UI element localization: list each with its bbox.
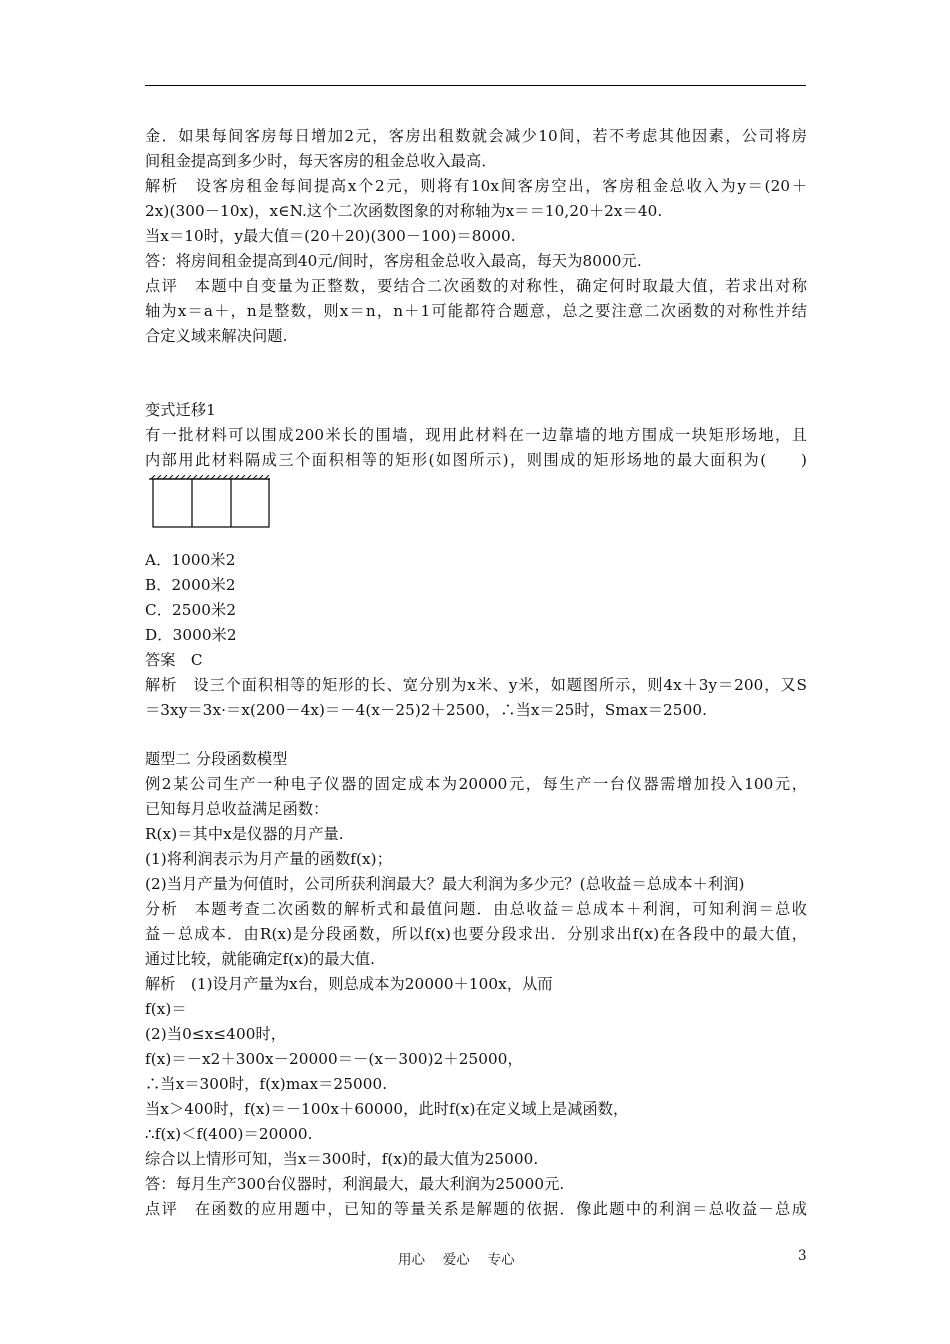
section-title: 题型二 分段函数模型 (145, 750, 288, 768)
fence-figure (145, 473, 807, 529)
text-line: ∴当x＝300时，f(x)max＝25000. (145, 1075, 388, 1093)
text-line: 内部用此材料隔成三个面积相等的矩形(如图所示)，则围成的矩形场地的最大面积为( ) (145, 451, 807, 469)
text-line: 轴为x＝a＋，n是整数，则x＝n，n＋1可能都符合题意，总之要注意二次函数的对称性并结 (145, 302, 807, 320)
variant-exercise-section (145, 398, 807, 529)
piecewise-model-section (145, 747, 807, 1222)
option-c: C．2500米2 (145, 601, 237, 619)
option-b: B．2000米2 (145, 576, 236, 594)
text-line: f(x)＝－x2＋300x－20000＝－(x－300)2＋25000， (145, 1050, 523, 1068)
text-line: 答：将房间租金提高到40元/间时，客房租金总收入最高，每天为8000元. (145, 252, 642, 270)
text-line: 解析 (1)设月产量为x台，则总成本为20000＋100x，从而 (145, 975, 553, 993)
footer-motto: 用心 爱心 专心 (398, 1252, 515, 1268)
text-line: 通过比较，就能确定f(x)的最大值. (145, 950, 376, 968)
option-a: A．1000米2 (145, 551, 236, 569)
text-line: 点评 在函数的应用题中，已知的等量关系是解题的依据．像此题中的利润＝总收益－总成 (145, 1200, 807, 1218)
text-line: 已知每月总收益满足函数： (145, 800, 329, 818)
text-line: 金．如果每间客房每日增加2元，客房出租数就会减少10间，若不考虑其他因素，公司将房 (145, 127, 807, 145)
text-line: 有一批材料可以围成200米长的围墙，现用此材料在一边靠墙的地方围成一块矩形场地，且 (145, 426, 807, 444)
text-line: (2)当月产量为何值时，公司所获利润最大？最大利润为多少元？(总收益＝总成本＋利润) (145, 875, 745, 893)
text-line: R(x)＝其中x是仪器的月产量. (145, 825, 344, 843)
text-line: 间租金提高到多少时，每天客房的租金总收入最高． (145, 152, 497, 170)
text-line: f(x)＝ (145, 1000, 187, 1018)
text-line: 益－总成本．由R(x)是分段函数，所以f(x)也要分段求出．分别求出f(x)在各段中的最大值， (145, 925, 807, 943)
text-line: 综合以上情形可知，当x＝300时，f(x)的最大值为25000. (145, 1150, 539, 1168)
page-number: 3 (798, 1248, 807, 1264)
text-line: (2)当0≤x≤400时， (145, 1025, 287, 1043)
text-line: 解析 设三个面积相等的矩形的长、宽分别为x米、y米，如题图所示，则4x＋3y＝200，又S (145, 676, 807, 694)
text-line: ＝3xy＝3x·＝x(200－4x)＝－4(x－25)2＋2500，∴当x＝25时，Smax＝2500. (145, 701, 708, 719)
answer-line: 答案 C (145, 651, 203, 669)
options-answer-section (145, 548, 807, 723)
text-line: 分析 本题考查二次函数的解析式和最值问题．由总收益＝总成本＋利润，可知利润＝总收 (145, 900, 807, 918)
header-rule (145, 85, 806, 86)
text-line: (1)将利润表示为月产量的函数f(x)； (145, 850, 392, 868)
text-line: 点评 本题中自变量为正整数，要结合二次函数的对称性，确定何时取最大值，若求出对称 (145, 277, 807, 295)
text-line: 答：每月生产300台仪器时，利润最大，最大利润为25000元. (145, 1175, 565, 1193)
text-line: ∴f(x)＜f(400)＝20000. (145, 1125, 313, 1143)
text-line: 当x＝10时，y最大值＝(20＋20)(300－100)＝8000. (145, 227, 516, 245)
section-title: 变式迁移1 (145, 401, 216, 419)
text-line: 当x＞400时，f(x)＝－100x＋60000，此时f(x)在定义域上是减函数， (145, 1100, 629, 1118)
text-line: 合定义域来解决问题. (145, 327, 288, 345)
text-line: 解析 设客房租金每间提高x个2元，则将有10x间客房空出，客房租金总收入为y＝(20＋ (145, 177, 807, 195)
wall-rectangles-diagram (148, 475, 278, 531)
option-d: D．3000米2 (145, 626, 237, 644)
example-solution-section (145, 124, 807, 349)
text-line: 例2某公司生产一种电子仪器的固定成本为20000元，每生产一台仪器需增加投入100元， (145, 775, 807, 793)
text-line: 2x)(300－10x)，x∈N.这个二次函数图象的对称轴为x＝＝10,20＋2x＝40. (145, 202, 663, 220)
